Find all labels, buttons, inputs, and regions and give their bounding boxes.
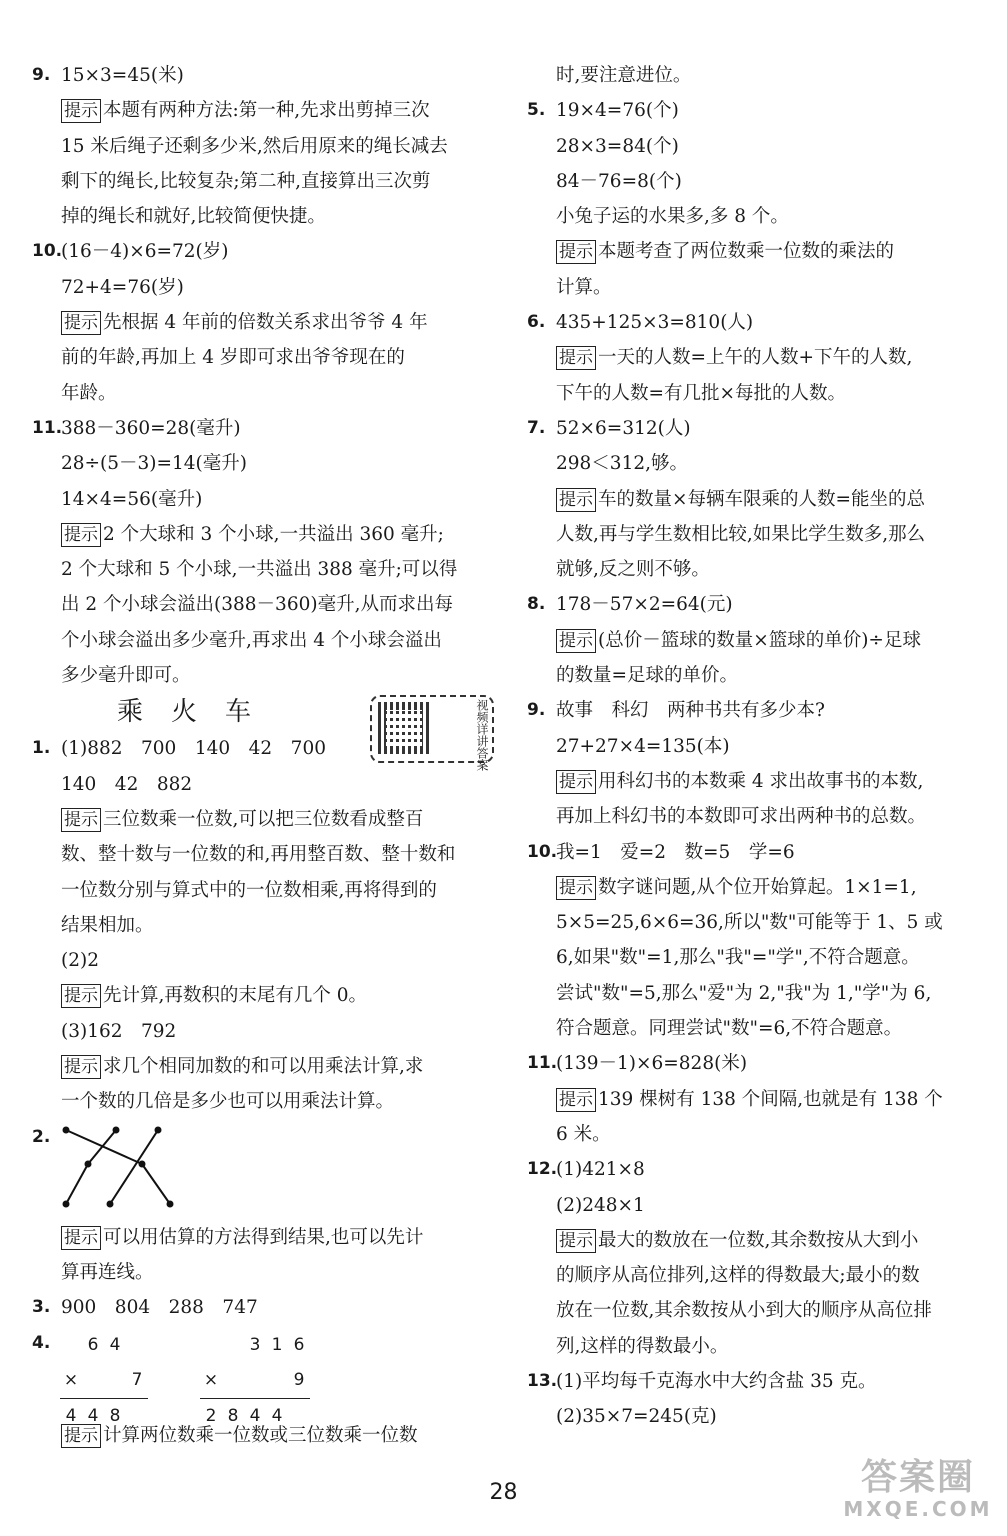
hint-badge: 提示 [61, 1424, 101, 1448]
answer-line: 14×4=56(毫升) [61, 488, 203, 510]
question-11-right [527, 1046, 989, 1081]
hint-text: 先计算,再数积的末尾有几个 0。 [103, 985, 368, 1007]
hint-text: (总价－篮球的数量×篮球的单价)÷足球 [598, 629, 921, 651]
hint-line [32, 305, 494, 340]
question-6 [527, 305, 989, 340]
hint-text: 139 棵树有 138 个间隔,也就是有 138 个 [598, 1088, 943, 1110]
digit: 6 [293, 1334, 305, 1355]
answer-line: 我=1 爱=2 数=5 学=6 [556, 841, 795, 863]
match-dot [63, 1126, 70, 1133]
page-number: 28 [489, 1480, 518, 1505]
hint-text: 多少毫升即可。 [61, 665, 191, 687]
hint-line [527, 764, 989, 799]
hint-line [32, 93, 494, 128]
hint-text: 尝试"数"=5,那么"爱"为 2,"我"为 1,"学"为 6, [556, 982, 932, 1004]
hint-line [527, 870, 989, 905]
hint-text: 出 2 个小球会溢出(388－360)毫升,从而求出每 [61, 594, 453, 616]
hint-text: 符合题意。同理尝试"数"=6,不符合题意。 [556, 1018, 903, 1040]
match-dot [155, 1126, 162, 1133]
answer-line: (16－4)×6=72(岁) [61, 241, 229, 263]
hint-text: 用科幻书的本数乘 4 求出故事书的本数, [598, 770, 924, 792]
answer-line: (2)35×7=245(克) [556, 1406, 717, 1428]
hint-text: 掉的绳长和就好,比较简便快捷。 [61, 206, 326, 228]
hint-line [527, 1082, 989, 1117]
section-question-1 [32, 731, 494, 766]
hint-badge: 提示 [61, 984, 101, 1008]
hint-text: 就够,反之则不够。 [556, 559, 710, 581]
hint-badge: 提示 [556, 346, 596, 370]
hint-text: 一个数的几倍是多少也可以用乘法计算。 [61, 1091, 395, 1113]
hint-badge: 提示 [556, 1088, 596, 1112]
hint-badge: 提示 [61, 523, 101, 547]
section-question-3 [32, 1290, 494, 1325]
question-12 [527, 1152, 989, 1187]
hint-text: 前的年龄,再加上 4 岁即可求出爷爷现在的 [61, 347, 405, 369]
hint-text: 一位数分别与算式中的一位数相乘,再将得到的 [61, 879, 437, 901]
question-number: 7. [527, 417, 546, 438]
match-dot [107, 1200, 114, 1207]
hint-badge: 提示 [556, 488, 596, 512]
question-number: 6. [527, 312, 546, 333]
question-number: 2. [32, 1126, 51, 1147]
section-question-4 [32, 1326, 494, 1427]
digit: 4 [82, 1399, 104, 1435]
hint-line [527, 234, 989, 269]
hint-text: 计算两位数乘一位数或三位数乘一位数 [103, 1424, 418, 1446]
hint-text: 人数,再与学生数相比较,如果比学生数多,那么 [556, 523, 926, 545]
answer-line: 故事 科幻 两种书共有多少本? [556, 700, 825, 722]
answer-line: 388－360=28(毫升) [61, 417, 241, 439]
match-dot [85, 1160, 92, 1167]
question-10 [32, 234, 494, 269]
hint-text: 年龄。 [61, 382, 117, 404]
hint-line [527, 623, 989, 658]
question-number: 5. [527, 100, 546, 121]
question-13 [527, 1364, 989, 1399]
hint-badge: 提示 [61, 99, 101, 123]
hint-badge: 提示 [556, 770, 596, 794]
question-7 [527, 411, 989, 446]
digit: 3 [249, 1334, 261, 1355]
match-line [88, 1130, 116, 1164]
hint-badge: 提示 [556, 629, 596, 653]
match-line [66, 1164, 88, 1204]
question-number: 4. [32, 1332, 51, 1353]
digit [200, 1328, 222, 1363]
digit: 6 [87, 1334, 99, 1355]
hint-text: 计算。 [556, 276, 612, 298]
digit: 1 [271, 1334, 283, 1355]
hint-line [32, 517, 494, 552]
hint-text: 再加上科幻书的本数即可求出两种书的总数。 [556, 806, 927, 828]
question-10-right [527, 835, 989, 870]
question-number: 9. [32, 65, 51, 85]
watermark-text: 答案圈 [860, 1457, 975, 1498]
hint-text: 5×5=25,6×6=36,所以"数"可能等于 1、5 或 [556, 912, 943, 934]
hint-text: 15 米后绳子还剩多少米,然后用原来的绳长减去 [61, 135, 448, 157]
question-number: 8. [527, 594, 546, 615]
question-number: 9. [527, 700, 546, 721]
hint-badge: 提示 [61, 1226, 101, 1250]
hint-text: 数字谜问题,从个位开始算起。1×1=1, [598, 876, 917, 898]
answer-line: 72+4=76(岁) [61, 276, 184, 298]
question-5 [527, 93, 989, 128]
question-9-right [527, 693, 989, 728]
question-number: 3. [32, 1297, 51, 1318]
digit: 8 [222, 1399, 244, 1435]
hint-text: 最大的数放在一位数,其余数按从大到小 [598, 1229, 919, 1251]
match-dot [63, 1200, 70, 1207]
hint-line [32, 802, 494, 837]
digit: 8 [104, 1399, 126, 1435]
hint-text: 6 米。 [556, 1123, 611, 1145]
answer-line: 19×4=76(个) [556, 100, 679, 122]
match-dot [113, 1126, 120, 1133]
match-line [66, 1130, 142, 1164]
question-9 [32, 58, 494, 93]
hint-text: 算再连线。 [61, 1261, 154, 1283]
answer-line: 15×3=45(米) [61, 65, 184, 86]
hint-text: 6,如果"数"=1,那么"我"="学",不符合题意。 [556, 947, 920, 969]
digit: 2 [200, 1399, 222, 1435]
hint-badge: 提示 [556, 240, 596, 264]
answer-line: 小兔子运的水果多,多 8 个。 [556, 206, 789, 228]
digit: 4 [244, 1399, 266, 1435]
hint-text: 结果相加。 [61, 914, 154, 936]
operator: × [63, 1369, 79, 1390]
question-number: 11. [527, 1053, 558, 1074]
digit [244, 1363, 266, 1399]
digit: 4 [60, 1399, 82, 1435]
answer-line: 52×6=312(人) [556, 417, 691, 439]
hint-badge: 提示 [556, 1229, 596, 1253]
matching-lines-diagram [58, 1124, 198, 1214]
hint-badge: 提示 [556, 876, 596, 900]
hint-text: 个小球会溢出多少毫升,再求出 4 个小球会溢出 [61, 629, 442, 651]
match-line [110, 1130, 158, 1204]
hint-line [527, 340, 989, 375]
digit [222, 1363, 244, 1399]
qr-label: 视频详讲答案 [475, 699, 489, 772]
hint-text: 的数量=足球的单价。 [556, 665, 739, 687]
hint-text: 可以用估算的方法得到结果,也可以先计 [103, 1226, 424, 1248]
digit: 7 [131, 1369, 143, 1390]
answer-line: 298＜312,够。 [556, 453, 689, 475]
hint-text: 本题有两种方法:第一种,先求出剪掉三次 [103, 100, 430, 122]
answer-line: (1)882 700 140 42 700 [61, 738, 326, 760]
question-number: 13. [527, 1370, 558, 1391]
question-number: 12. [527, 1159, 558, 1180]
hint-text: 放在一位数,其余数按从小到大的顺序从高位排 [556, 1300, 932, 1322]
hint-badge: 提示 [61, 1055, 101, 1079]
answer-line: (3)162 792 [61, 1020, 177, 1042]
hint-text: 先根据 4 年前的倍数关系求出爷爷 4 年 [103, 312, 428, 334]
question-number: 10. [527, 841, 558, 862]
answer-line: 28÷(5－3)=14(毫升) [61, 453, 247, 475]
left-column [32, 58, 494, 1453]
digit: 4 [109, 1334, 121, 1355]
answer-line: 140 42 882 [61, 773, 193, 795]
answer-line: (2)2 [61, 950, 99, 972]
digit [266, 1363, 288, 1399]
digit: 4 [266, 1399, 288, 1435]
watermark-logo [843, 1458, 993, 1528]
question-number: 11. [32, 417, 63, 438]
hint-text: 下午的人数=有几批×每批的人数。 [556, 382, 847, 404]
hint-text: 车的数量×每辆车限乘的人数=能坐的总 [598, 488, 926, 510]
hint-line [32, 978, 494, 1013]
hint-text: 数、整十数与一位数的和,再用整百数、整十数和 [61, 844, 456, 866]
hint-text: 求几个相同加数的和可以用乘法计算,求 [103, 1056, 424, 1078]
right-column [527, 58, 989, 1435]
digit [222, 1328, 244, 1363]
question-11 [32, 411, 494, 446]
match-dot [139, 1160, 146, 1167]
question-8 [527, 587, 989, 622]
hint-badge: 提示 [61, 311, 101, 335]
hint-text: 本题考查了两位数乘一位数的乘法的 [598, 241, 895, 263]
answer-line: 84－76=8(个) [556, 170, 682, 192]
hint-line [32, 1049, 494, 1084]
answer-line: 900 804 288 747 [61, 1297, 258, 1319]
question-number: 1. [32, 738, 51, 759]
answer-line: (1)平均每千克海水中大约含盐 35 克。 [556, 1370, 877, 1392]
match-line [142, 1164, 170, 1204]
hint-text: 2 个大球和 5 个小球,一共溢出 388 毫升;可以得 [61, 559, 458, 581]
hint-line [527, 1223, 989, 1258]
hint-text: 时,要注意进位。 [556, 65, 692, 86]
digit [60, 1328, 82, 1363]
answer-line: (2)248×1 [556, 1194, 645, 1216]
answer-line: (139－1)×6=828(米) [556, 1053, 748, 1075]
hint-line [32, 1418, 494, 1453]
answer-line: 28×3=84(个) [556, 135, 679, 157]
question-number: 10. [32, 241, 63, 262]
digit [82, 1363, 104, 1399]
hint-text: 剩下的绳长,比较复杂;第二种,直接算出三次剪 [61, 170, 431, 192]
hint-text: 2 个大球和 3 个小球,一共溢出 360 毫升; [103, 523, 444, 545]
answer-line: 435+125×3=810(人) [556, 312, 754, 334]
hint-text: 三位数乘一位数,可以把三位数看成整百 [103, 808, 424, 830]
answer-line: (1)421×8 [556, 1159, 645, 1181]
operator: × [203, 1369, 219, 1390]
hint-text: 列,这样的得数最小。 [556, 1335, 729, 1357]
hint-badge: 提示 [61, 808, 101, 832]
hint-line [32, 1220, 494, 1255]
section-question-2 [32, 1120, 494, 1220]
hint-text: 一天的人数=上午的人数+下午的人数, [598, 347, 913, 369]
section-title: 乘火车 [116, 697, 279, 728]
answer-line: 178－57×2=64(元) [556, 594, 733, 616]
hint-line [527, 482, 989, 517]
match-dot [167, 1200, 174, 1207]
answer-line: 27+27×4=135(本) [556, 735, 730, 757]
digit: 9 [293, 1369, 305, 1390]
watermark-url: MXQE.COM [843, 1497, 993, 1521]
hint-text: 的顺序从高位排列,这样的得数最大;最小的数 [556, 1265, 920, 1287]
